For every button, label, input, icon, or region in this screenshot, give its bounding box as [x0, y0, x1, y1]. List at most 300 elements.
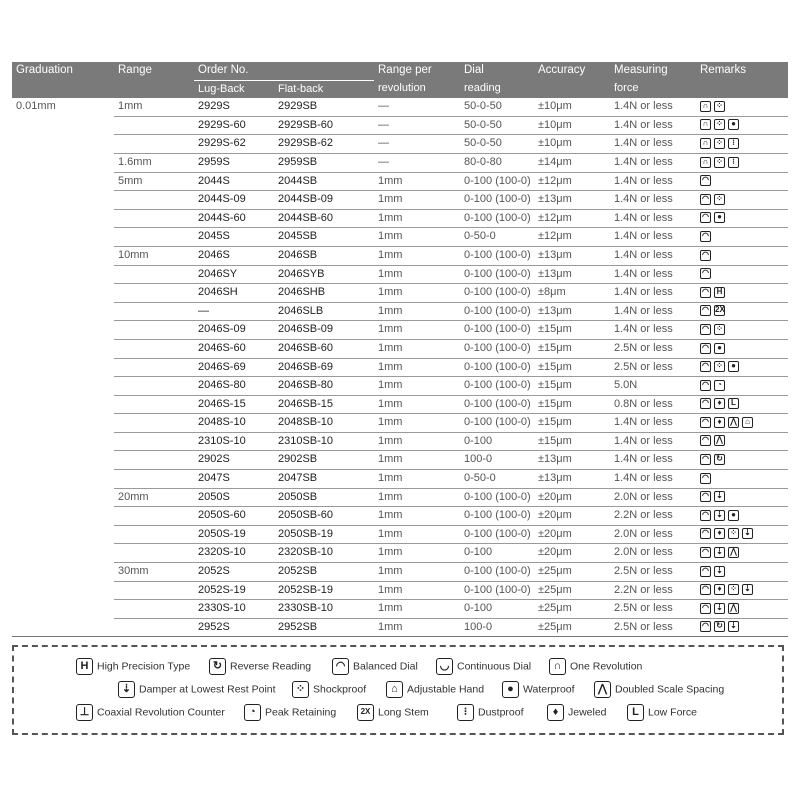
dial-reading-cell: 0-100 (100-0) — [460, 172, 534, 191]
lug-back-cell: 2048S-10 — [194, 414, 274, 433]
balanced-dial-icon: ◠ — [700, 417, 711, 428]
range-cell — [114, 395, 194, 414]
range-per-revolution-cell: — — [374, 98, 460, 116]
range-cell — [114, 284, 194, 303]
legend-item-adjustable-hand — [386, 681, 484, 698]
balanced-dial-icon: ◠ — [700, 435, 711, 446]
dial-reading-cell: 0-100 (100-0) — [460, 395, 534, 414]
graduation-cell — [12, 451, 114, 470]
range-cell — [114, 618, 194, 637]
legend-label: One Revolution — [570, 660, 643, 673]
accuracy-cell: ±20μm — [534, 525, 610, 544]
measuring-force-cell: 1.4N or less — [610, 116, 696, 135]
remarks-cell — [696, 563, 788, 582]
range-per-revolution-cell: 1mm — [374, 581, 460, 600]
remarks-cell — [696, 544, 788, 563]
table-row — [12, 135, 788, 154]
remarks-cell — [696, 209, 788, 228]
flat-back-cell: 2320SB-10 — [274, 544, 374, 563]
range-per-revolution-cell: 1mm — [374, 414, 460, 433]
doubled-scale-icon: ⋀ — [728, 603, 739, 614]
damper-icon: ⇣ — [742, 528, 753, 539]
shockproof-icon: ⁘ — [714, 194, 725, 205]
lug-back-cell: 2047S — [194, 470, 274, 489]
accuracy-cell: ±15μm — [534, 358, 610, 377]
range-cell: 10mm — [114, 246, 194, 265]
measuring-force-cell: 1.4N or less — [610, 451, 696, 470]
shockproof-icon: ⁘ — [714, 324, 725, 335]
flat-back-cell: 2050SB-60 — [274, 507, 374, 526]
damper-icon: ⇣ — [714, 510, 725, 521]
table-row — [12, 618, 788, 637]
header-force: Measuring — [610, 62, 696, 80]
dial-reading-cell: 0-100 (100-0) — [460, 507, 534, 526]
accuracy-cell: ±10μm — [534, 98, 610, 116]
legend-item-low-force — [627, 704, 697, 721]
range-per-revolution-cell: 1mm — [374, 544, 460, 563]
accuracy-cell: ±15μm — [534, 321, 610, 340]
measuring-force-cell: 2.0N or less — [610, 544, 696, 563]
balanced-dial-icon: ◠ — [700, 398, 711, 409]
accuracy-cell: ±10μm — [534, 116, 610, 135]
legend-row — [14, 658, 782, 678]
table-row — [12, 525, 788, 544]
measuring-force-cell: 1.4N or less — [610, 191, 696, 210]
remarks-cell — [696, 135, 788, 154]
table-row — [12, 265, 788, 284]
measuring-force-cell: 2.5N or less — [610, 563, 696, 582]
dial-reading-cell: 0-50-0 — [460, 228, 534, 247]
one-revolution-icon: ∩ — [549, 658, 566, 675]
shockproof-icon: ⁘ — [714, 119, 725, 130]
table-row — [12, 470, 788, 489]
dial-reading-cell: 0-100 (100-0) — [460, 377, 534, 396]
flat-back-cell: 2045SB — [274, 228, 374, 247]
graduation-cell — [12, 191, 114, 210]
remarks-cell — [696, 172, 788, 191]
lug-back-cell: 2046S-15 — [194, 395, 274, 414]
legend-item-dustproof — [457, 704, 524, 721]
table-body — [12, 98, 788, 637]
balanced-dial-icon: ◠ — [700, 268, 711, 279]
table-row — [12, 581, 788, 600]
legend-label: Waterproof — [523, 683, 575, 696]
damper-icon: ⇣ — [742, 584, 753, 595]
lug-back-cell: 2046S-69 — [194, 358, 274, 377]
graduation-cell — [12, 339, 114, 358]
flat-back-cell: 2046SB-69 — [274, 358, 374, 377]
header-range-per: Range per — [374, 62, 460, 80]
flat-back-cell: 2046SHB — [274, 284, 374, 303]
graduation-cell — [12, 321, 114, 340]
lug-back-cell: 2052S-19 — [194, 581, 274, 600]
remarks-cell — [696, 358, 788, 377]
flat-back-cell: 2046SB-09 — [274, 321, 374, 340]
range-cell — [114, 321, 194, 340]
range-per-revolution-cell: 1mm — [374, 432, 460, 451]
remarks-cell — [696, 525, 788, 544]
measuring-force-cell: 2.2N or less — [610, 507, 696, 526]
dial-reading-cell: 100-0 — [460, 451, 534, 470]
header-revolution: revolution — [374, 80, 460, 98]
range-per-revolution-cell: 1mm — [374, 488, 460, 507]
dial-reading-cell: 0-100 (100-0) — [460, 321, 534, 340]
lug-back-cell: 2959S — [194, 153, 274, 172]
graduation-cell — [12, 209, 114, 228]
dial-reading-cell: 50-0-50 — [460, 116, 534, 135]
range-cell — [114, 302, 194, 321]
flat-back-cell: 2048SB-10 — [274, 414, 374, 433]
one-revolution-icon: ∩ — [700, 157, 711, 168]
lug-back-cell: 2929S — [194, 98, 274, 116]
range-per-revolution-cell: — — [374, 135, 460, 154]
table-row — [12, 228, 788, 247]
long-stem-icon: 2X — [357, 704, 374, 721]
range-cell: 1.6mm — [114, 153, 194, 172]
waterproof-icon: ● — [502, 681, 519, 698]
graduation-cell — [12, 358, 114, 377]
dial-reading-cell: 0-100 (100-0) — [460, 246, 534, 265]
table-row — [12, 302, 788, 321]
graduation-cell — [12, 265, 114, 284]
accuracy-cell: ±25μm — [534, 563, 610, 582]
flat-back-cell: 2902SB — [274, 451, 374, 470]
accuracy-cell: ±13μm — [534, 470, 610, 489]
long-stem-icon: 2X — [715, 305, 725, 315]
header-remarks: Remarks — [696, 62, 788, 80]
table-row — [12, 432, 788, 451]
table-row — [12, 451, 788, 470]
accuracy-cell: ±10μm — [534, 135, 610, 154]
table-row — [12, 284, 788, 303]
flat-back-cell: 2929SB — [274, 98, 374, 116]
doubled-scale-icon: ⋀ — [594, 681, 611, 698]
measuring-force-cell: 2.2N or less — [610, 581, 696, 600]
accuracy-cell: ±20μm — [534, 488, 610, 507]
range-cell — [114, 470, 194, 489]
balanced-dial-icon: ◠ — [700, 305, 711, 316]
legend-item-coaxial-counter — [76, 704, 225, 721]
range-cell — [114, 339, 194, 358]
dial-reading-cell: 50-0-50 — [460, 98, 534, 116]
accuracy-cell: ±12μm — [534, 228, 610, 247]
remarks-cell — [696, 265, 788, 284]
range-cell: 30mm — [114, 563, 194, 582]
reverse-reading-icon: ↻ — [209, 658, 226, 675]
shockproof-icon: ⁘ — [714, 157, 725, 168]
table-row — [12, 116, 788, 135]
range-cell — [114, 135, 194, 154]
legend-label: Doubled Scale Spacing — [615, 683, 725, 696]
range-per-revolution-cell: 1mm — [374, 451, 460, 470]
graduation-cell — [12, 618, 114, 637]
graduation-cell — [12, 600, 114, 619]
range-cell — [114, 209, 194, 228]
peak-retaining-icon: ◔ — [714, 380, 725, 391]
remarks-cell — [696, 618, 788, 637]
range-cell — [114, 265, 194, 284]
measuring-force-cell: 2.0N or less — [610, 525, 696, 544]
accuracy-cell: ±25μm — [534, 618, 610, 637]
measuring-force-cell: 1.4N or less — [610, 265, 696, 284]
damper-icon: ⇣ — [714, 603, 725, 614]
accuracy-cell: ±15μm — [534, 432, 610, 451]
remarks-cell — [696, 581, 788, 600]
flat-back-cell: 2046SB-15 — [274, 395, 374, 414]
balanced-dial-icon: ◠ — [700, 454, 711, 465]
table-row — [12, 98, 788, 116]
lug-back-cell: 2050S — [194, 488, 274, 507]
range-per-revolution-cell: 1mm — [374, 358, 460, 377]
legend-item-peak-retaining — [244, 704, 336, 721]
lug-back-cell: — — [194, 302, 274, 321]
dial-reading-cell: 0-100 (100-0) — [460, 581, 534, 600]
range-cell — [114, 507, 194, 526]
legend-item-jeweled — [547, 704, 607, 721]
adjustable-hand-icon: ⌂ — [742, 417, 753, 428]
accuracy-cell: ±15μm — [534, 395, 610, 414]
dial-reading-cell: 0-100 (100-0) — [460, 563, 534, 582]
dial-reading-cell: 0-100 — [460, 432, 534, 451]
dial-reading-cell: 0-100 (100-0) — [460, 265, 534, 284]
graduation-cell — [12, 246, 114, 265]
graduation-cell — [12, 414, 114, 433]
lug-back-cell: 2330S-10 — [194, 600, 274, 619]
remarks-cell — [696, 246, 788, 265]
accuracy-cell: ±15μm — [534, 339, 610, 358]
header-row-1 — [12, 62, 788, 80]
range-per-revolution-cell: 1mm — [374, 191, 460, 210]
dial-reading-cell: 100-0 — [460, 618, 534, 637]
range-per-revolution-cell: 1mm — [374, 265, 460, 284]
balanced-dial-icon: ◠ — [332, 658, 349, 675]
lug-back-cell: 2045S — [194, 228, 274, 247]
measuring-force-cell: 2.5N or less — [610, 339, 696, 358]
dial-reading-cell: 0-100 (100-0) — [460, 358, 534, 377]
header-reading: reading — [460, 80, 534, 98]
legend-item-high-precision — [76, 658, 190, 675]
accuracy-cell: ±13μm — [534, 451, 610, 470]
legend-label: Balanced Dial — [353, 660, 418, 673]
dial-reading-cell: 0-100 (100-0) — [460, 284, 534, 303]
range-per-revolution-cell: 1mm — [374, 228, 460, 247]
flat-back-cell: 2959SB — [274, 153, 374, 172]
one-revolution-icon: ∩ — [700, 138, 711, 149]
legend-row — [14, 681, 782, 701]
measuring-force-cell: 5.0N — [610, 377, 696, 396]
damper-icon: ⇣ — [714, 547, 725, 558]
balanced-dial-icon: ◠ — [700, 324, 711, 335]
continuous-dial-icon: ◡ — [436, 658, 453, 675]
measuring-force-cell: 1.4N or less — [610, 98, 696, 116]
header-lug-back: Lug-Back — [194, 80, 274, 98]
one-revolution-icon: ∩ — [700, 101, 711, 112]
legend-item-continuous-dial — [436, 658, 531, 675]
header-dial: Dial — [460, 62, 534, 80]
measuring-force-cell: 2.0N or less — [610, 488, 696, 507]
accuracy-cell: ±13μm — [534, 246, 610, 265]
shockproof-icon: ⁘ — [714, 101, 725, 112]
balanced-dial-icon: ◠ — [700, 473, 711, 484]
balanced-dial-icon: ◠ — [700, 491, 711, 502]
balanced-dial-icon: ◠ — [700, 361, 711, 372]
high-precision-icon: H — [76, 658, 93, 675]
range-cell — [114, 228, 194, 247]
waterproof-icon: ● — [714, 212, 725, 223]
shockproof-icon: ⁘ — [714, 361, 725, 372]
flat-back-cell: 2046SYB — [274, 265, 374, 284]
doubled-scale-icon: ⋀ — [714, 435, 725, 446]
flat-back-cell: 2052SB-19 — [274, 581, 374, 600]
remarks-cell — [696, 153, 788, 172]
low-force-icon: L — [728, 398, 739, 409]
range-per-revolution-cell: 1mm — [374, 618, 460, 637]
balanced-dial-icon: ◠ — [700, 175, 711, 186]
dial-reading-cell: 50-0-50 — [460, 135, 534, 154]
accuracy-cell: ±20μm — [534, 544, 610, 563]
accuracy-cell: ±20μm — [534, 507, 610, 526]
dial-reading-cell: 0-100 — [460, 600, 534, 619]
dial-reading-cell: 0-100 (100-0) — [460, 191, 534, 210]
header-order-no: Order No. — [194, 62, 374, 80]
dial-reading-cell: 0-100 (100-0) — [460, 414, 534, 433]
legend-label: Long Stem — [378, 706, 429, 719]
accuracy-cell: ±12μm — [534, 172, 610, 191]
table-row — [12, 339, 788, 358]
lug-back-cell: 2046SH — [194, 284, 274, 303]
measuring-force-cell: 1.4N or less — [610, 470, 696, 489]
balanced-dial-icon: ◠ — [700, 566, 711, 577]
lug-back-cell: 2046S — [194, 246, 274, 265]
flat-back-cell: 2046SLB — [274, 302, 374, 321]
lug-back-cell: 2046S-09 — [194, 321, 274, 340]
graduation-cell — [12, 153, 114, 172]
jeweled-icon: ♦ — [714, 528, 725, 539]
range-per-revolution-cell: — — [374, 153, 460, 172]
flat-back-cell: 2046SB-80 — [274, 377, 374, 396]
remarks-cell — [696, 451, 788, 470]
adjustable-hand-icon: ⌂ — [386, 681, 403, 698]
dial-reading-cell: 0-100 (100-0) — [460, 488, 534, 507]
dustproof-icon: ⁝ — [728, 157, 739, 168]
graduation-cell — [12, 116, 114, 135]
measuring-force-cell: 1.4N or less — [610, 135, 696, 154]
legend-row — [14, 704, 782, 724]
lug-back-cell: 2046SY — [194, 265, 274, 284]
balanced-dial-icon: ◠ — [700, 528, 711, 539]
legend-item-one-revolution — [549, 658, 642, 675]
graduation-cell: 0.01mm — [16, 100, 56, 113]
lug-back-cell: 2310S-10 — [194, 432, 274, 451]
remarks-cell — [696, 302, 788, 321]
remarks-cell — [696, 339, 788, 358]
flat-back-cell: 2929SB-60 — [274, 116, 374, 135]
flat-back-cell: 2050SB-19 — [274, 525, 374, 544]
table-row — [12, 246, 788, 265]
range-cell — [114, 544, 194, 563]
legend-label: Damper at Lowest Rest Point — [139, 683, 276, 696]
lug-back-cell: 2050S-60 — [194, 507, 274, 526]
lug-back-cell: 2044S — [194, 172, 274, 191]
range-cell — [114, 600, 194, 619]
waterproof-icon: ● — [728, 510, 739, 521]
spec-table — [12, 62, 788, 637]
legend-label: Adjustable Hand — [407, 683, 485, 696]
dial-reading-cell: 80-0-80 — [460, 153, 534, 172]
legend-label: Low Force — [648, 706, 698, 719]
range-per-revolution-cell: 1mm — [374, 470, 460, 489]
accuracy-cell: ±15μm — [534, 414, 610, 433]
measuring-force-cell: 1.4N or less — [610, 246, 696, 265]
flat-back-cell: 2044SB-09 — [274, 191, 374, 210]
range-per-revolution-cell: 1mm — [374, 284, 460, 303]
header-accuracy: Accuracy — [534, 62, 610, 80]
measuring-force-cell: 1.4N or less — [610, 153, 696, 172]
graduation-cell — [12, 544, 114, 563]
lug-back-cell: 2902S — [194, 451, 274, 470]
remarks-cell — [696, 432, 788, 451]
measuring-force-cell: 1.4N or less — [610, 172, 696, 191]
table-row — [12, 563, 788, 582]
peak-retaining-icon: ◔ — [244, 704, 261, 721]
flat-back-cell: 2052SB — [274, 563, 374, 582]
header-graduation: Graduation — [12, 62, 114, 80]
graduation-cell — [12, 172, 114, 191]
header-range: Range — [114, 62, 194, 80]
legend-label: Jeweled — [568, 706, 607, 719]
legend-item-long-stem — [357, 704, 429, 721]
lug-back-cell: 2044S-60 — [194, 209, 274, 228]
legend-label: High Precision Type — [97, 660, 191, 673]
doubled-scale-icon: ⋀ — [728, 547, 739, 558]
range-cell — [114, 432, 194, 451]
balanced-dial-icon: ◠ — [700, 584, 711, 595]
range-per-revolution-cell: 1mm — [374, 321, 460, 340]
remarks-cell — [696, 470, 788, 489]
graduation-cell — [12, 135, 114, 154]
lug-back-cell: 2044S-09 — [194, 191, 274, 210]
remarks-cell — [696, 414, 788, 433]
balanced-dial-icon: ◠ — [700, 547, 711, 558]
graduation-cell — [12, 377, 114, 396]
accuracy-cell: ±15μm — [534, 377, 610, 396]
legend-label: Continuous Dial — [457, 660, 532, 673]
legend-item-doubled-scale — [594, 681, 724, 698]
remarks-cell — [696, 395, 788, 414]
measuring-force-cell: 2.5N or less — [610, 600, 696, 619]
legend-label: Dustproof — [478, 706, 524, 719]
balanced-dial-icon: ◠ — [700, 621, 711, 632]
low-force-icon: L — [627, 704, 644, 721]
balanced-dial-icon: ◠ — [700, 380, 711, 391]
measuring-force-cell: 0.8N or less — [610, 395, 696, 414]
range-cell — [114, 191, 194, 210]
balanced-dial-icon: ◠ — [700, 250, 711, 261]
lug-back-cell: 2050S-19 — [194, 525, 274, 544]
graduation-cell — [12, 507, 114, 526]
legend-item-reverse-reading — [209, 658, 311, 675]
measuring-force-cell: 1.4N or less — [610, 209, 696, 228]
range-per-revolution-cell: 1mm — [374, 339, 460, 358]
lug-back-cell: 2052S — [194, 563, 274, 582]
range-cell: 1mm — [114, 98, 194, 116]
measuring-force-cell: 1.4N or less — [610, 284, 696, 303]
accuracy-cell: ±13μm — [534, 191, 610, 210]
range-per-revolution-cell: 1mm — [374, 377, 460, 396]
remarks-cell — [696, 228, 788, 247]
measuring-force-cell: 2.5N or less — [610, 618, 696, 637]
measuring-force-cell: 2.5N or less — [610, 358, 696, 377]
